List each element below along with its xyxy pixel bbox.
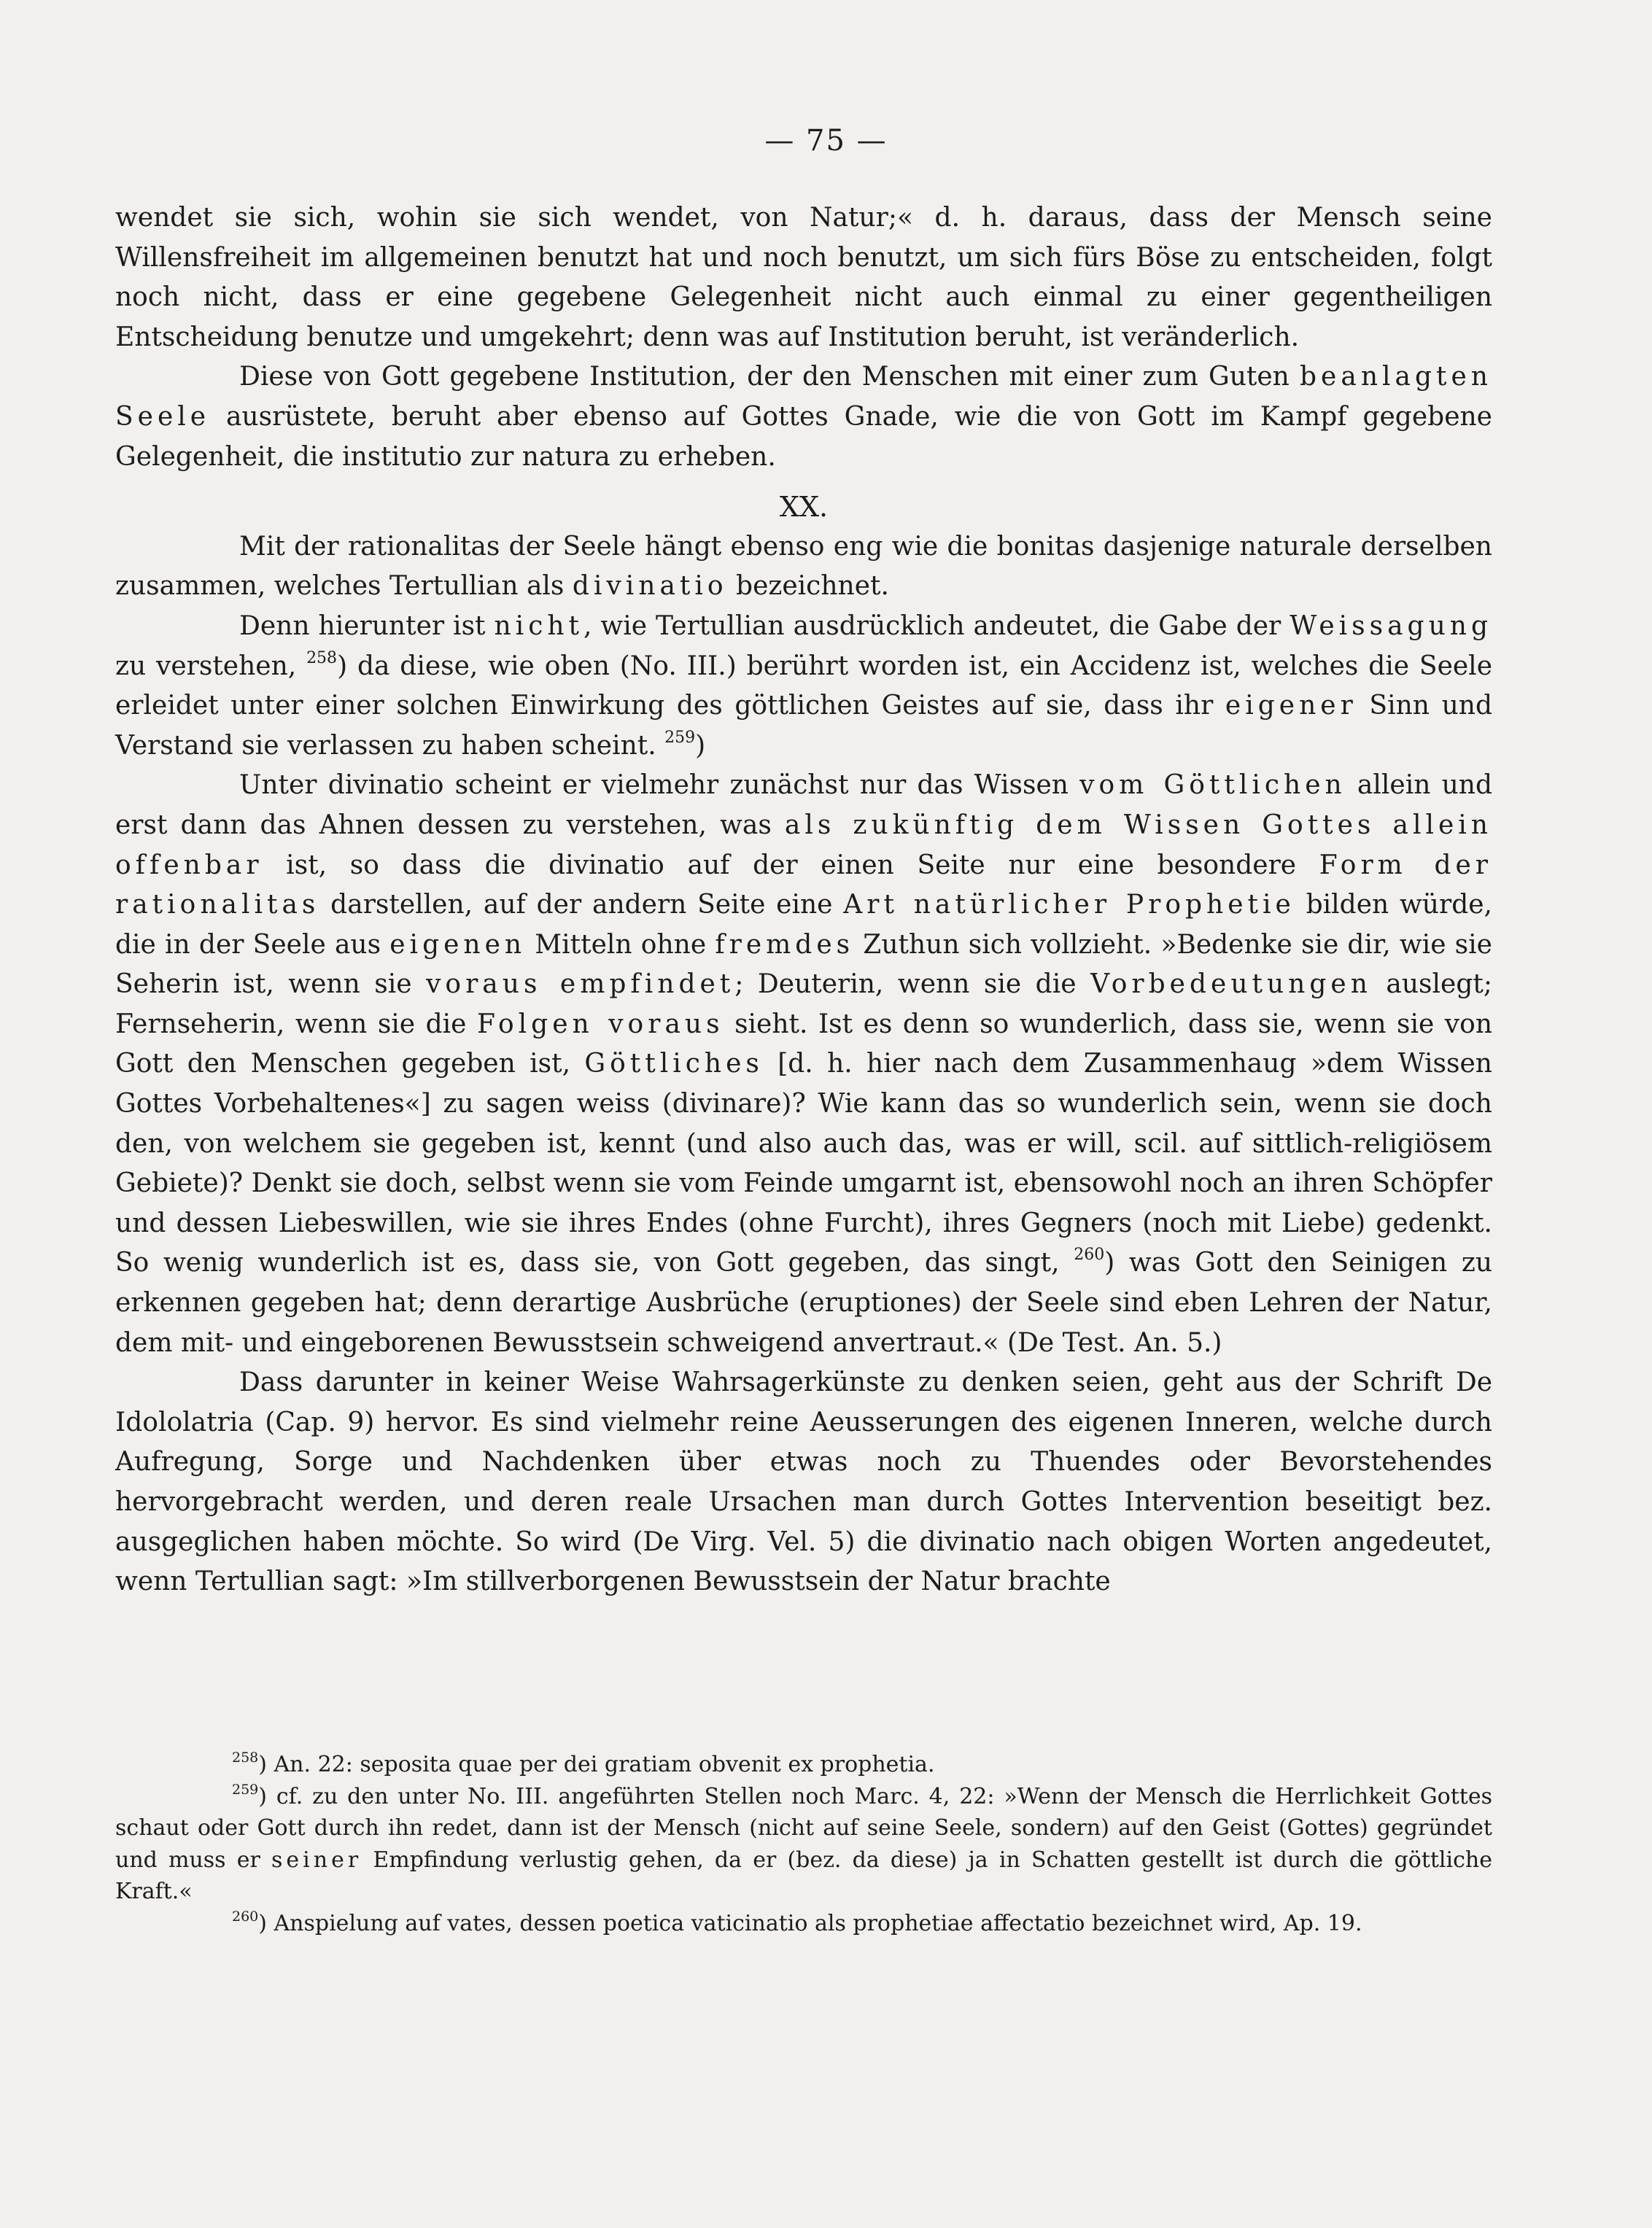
page-number: — 75 — bbox=[764, 124, 888, 158]
footnote-259: $^{259}$) cf. zu den unter No. III. angeführten Stellen noch Marc. 4, 22: »Wenn der Mensch die Herrlichkeit Gottes schaut oder Gott durch ihn redet, dann ist der Mensch (nicht auf seine Seele, sondern) auf den Geist (Gottes) gegründet und muss er seiner Empfindung verlustig gehen, da er (bez. da diese) ja in Schatten gestellt ist durch die göttliche Kraft.« bbox=[115, 1781, 1492, 1904]
spaced-emphasis: eigenen bbox=[389, 929, 527, 960]
footnote-ref-258: 258 bbox=[306, 648, 338, 667]
footnote-ref-259: 259 bbox=[664, 728, 696, 747]
spaced-emphasis: Göttliches bbox=[584, 1049, 764, 1079]
spaced-emphasis: fremdes bbox=[715, 929, 855, 960]
paragraph: Dass darunter in keiner Weise Wahrsagerkünste zu denken seien, geht aus der Schrift De Idololatria (Cap. 9) hervor. Es sind vielmehr reine Aeusserungen des eigenen Inneren, welche durch Aufregung, Sorge und Nachdenken über etwas noch zu Thuendes oder Bevorstehendes hervorgebracht werden, und deren reale Ursachen man durch Gottes Intervention beseitigt bez. ausgeglichen haben möchte. So wird (De Virg. Vel. 5) die divinatio nach obigen Worten angedeutet, wenn Tertullian sagt: »Im stillverborgenen Bewusstsein der Natur brachte bbox=[115, 1367, 1492, 1597]
spaced-emphasis: Weissagung bbox=[1290, 610, 1493, 641]
paragraph: Mit der rationalitas der Seele hängt ebenso eng wie die bonitas dasjenige naturale derselben zusammen, welches Tertullian als divinatio bezeichnet. bbox=[115, 531, 1492, 602]
spaced-emphasis: voraus empfindet bbox=[426, 969, 735, 1000]
footnotes bbox=[115, 1749, 1492, 1939]
spaced-emphasis: Form der rationalitas bbox=[115, 850, 1493, 920]
footnote-number: 258 bbox=[232, 1750, 259, 1766]
spaced-emphasis: vom Göttlichen bbox=[1079, 770, 1346, 801]
spaced-emphasis: Vorbedeutungen bbox=[1090, 969, 1372, 1000]
spaced-emphasis: Folgen voraus bbox=[476, 1009, 724, 1039]
paragraph: Diese von Gott gegebene Institution, der den Menschen mit einer zum Guten beanlagten Seele ausrüstete, beruht aber ebenso auf Gottes Gnade, wie die von Gott im Kampf gegebene Gelegenheit, die institutio zur natura zu erheben. bbox=[115, 362, 1492, 472]
spaced-emphasis: beanlagten Seele bbox=[115, 362, 1492, 432]
spaced-emphasis: Art natürlicher Prophetie bbox=[843, 890, 1295, 920]
spaced-emphasis: nicht bbox=[494, 610, 584, 641]
footnote-number: 259 bbox=[232, 1781, 259, 1798]
spaced-emphasis: divinatio bbox=[572, 571, 728, 602]
section-heading: XX. bbox=[779, 491, 829, 524]
footnote-258: $^{258}$) An. 22: seposita quae per dei gratiam obvenit ex prophetia. bbox=[232, 1750, 935, 1777]
body-text bbox=[115, 198, 1492, 1602]
spaced-emphasis: seiner bbox=[271, 1847, 362, 1873]
paragraph: wendet sie sich, wohin sie sich wendet, von Natur;« d. h. daraus, dass der Mensch seine Willensfreiheit im allgemeinen benutzt hat und noch benutzt, um sich fürs Böse zu entscheiden, folgt noch nicht, dass er eine gegebene Gelegenheit nicht auch einmal zu einer gegentheiligen Entscheidung benutze und umgekehrt; denn was auf Institution beruht, ist veränderlich. bbox=[115, 203, 1492, 352]
footnote-260: $^{260}$) Anspielung auf vates, dessen poetica vaticinatio als prophetiae affectatio bezeichnet wird, Ap. 19. bbox=[232, 1908, 1362, 1936]
spaced-emphasis: eigener bbox=[1225, 691, 1357, 721]
footnote-number: 260 bbox=[232, 1908, 259, 1925]
footnote-ref-260: 260 bbox=[1074, 1246, 1105, 1265]
paragraph: Unter divinatio scheint er vielmehr zunächst nur das Wissen vom Göttlichen allein und erst dann das Ahnen dessen zu verstehen, was als zukünftig dem Wissen Gottes allein offenbar ist, so dass die divinatio auf der einen Seite nur eine besondere Form der rationalitas darstellen, auf der andern Seite eine Art natürlicher Prophetie bilden würde, die in der Seele aus eigenen Mitteln ohne fremdes Zuthun sich vollzieht. »Bedenke sie dir, wie sie Seherin ist, wenn sie voraus empfindet; Deuterin, wenn sie die Vorbedeutungen auslegt; Fernseherin, wenn sie die Folgen voraus sieht. Ist es denn so wunderlich, dass sie, wenn sie von Gott den Menschen gegeben ist, Göttliches [d. h. hier nach dem Zusammenhaug »dem Wissen Gottes Vorbehaltenes«] zu sagen weiss (divinare)? Wie kann das so wunderlich sein, wenn sie doch den, von welchem sie gegeben ist, kennt (und also auch das, was er will, scil. auf sittlich-religiösem Gebiete)? Denkt sie doch, selbst wenn sie vom Feinde umgarnt ist, ebensowohl noch an ihren Schöpfer und dessen Liebeswillen, wie sie ihres Endes (ohne Furcht), ihres Gegners (noch mit Liebe) gedenkt. So wenig wunderlich ist es, dass sie, von Gott gegeben, das singt, $^{260}$) was Gott den Seinigen zu erkennen gegeben hat; denn derartige Ausbrüche (eruptiones) der Seele sind eben Lehren der Natur, dem mit- und eingeborenen Bewusstsein schweigend anvertraut.« (De Test. An. 5.) bbox=[115, 770, 1493, 1358]
paragraph: Denn hierunter ist nicht, wie Tertullian ausdrücklich andeutet, die Gabe der Weissagung zu verstehen, $^{258}$) da diese, wie oben (No. III.) berührt worden ist, ein Accidenz ist, welches die Seele erleidet unter einer solchen Einwirkung des göttlichen Geistes auf sie, dass ihr eigener Sinn und Verstand sie verlassen zu haben scheint. $^{259}$) bbox=[115, 610, 1493, 761]
spaced-emphasis: als zukünftig dem Wissen Gottes allein offenbar bbox=[115, 810, 1492, 880]
